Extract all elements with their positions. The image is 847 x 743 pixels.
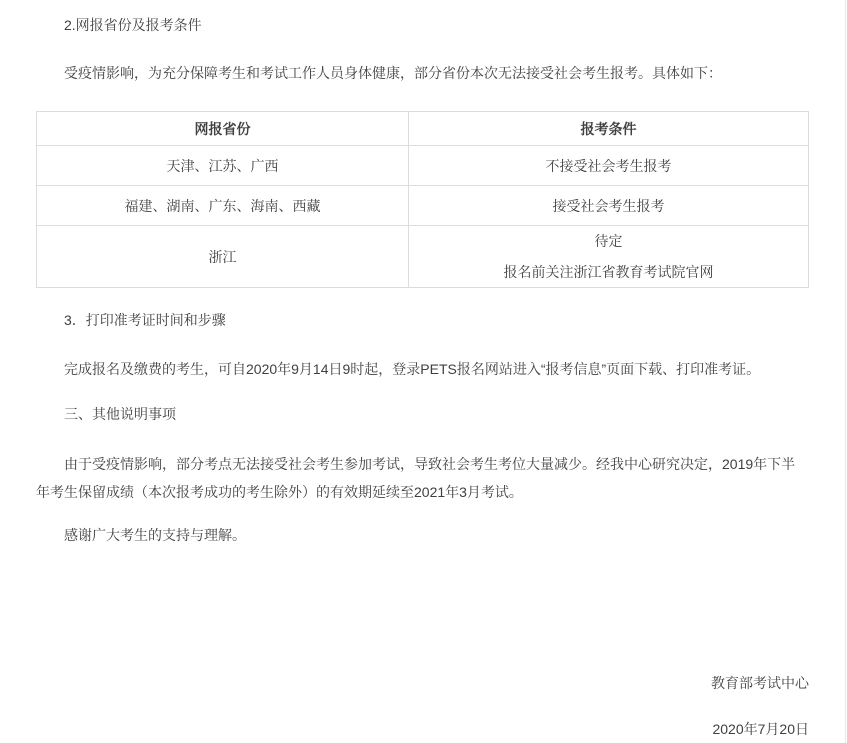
table-row bbox=[37, 226, 809, 288]
table-row bbox=[37, 186, 809, 226]
condition-status: 待定 bbox=[594, 233, 623, 249]
table-row bbox=[37, 146, 809, 186]
cell-condition-1: 不接受社会考生报考 bbox=[409, 146, 809, 186]
column-header-province: 网报省份 bbox=[37, 112, 409, 146]
column-header-condition: 报考条件 bbox=[409, 112, 809, 146]
signature-organization: 教育部考试中心 bbox=[711, 675, 809, 691]
signature-date: 2020年7月20日 bbox=[712, 721, 809, 737]
paragraph-epidemic-intro: 受疫情影响，为充分保障考生和考试工作人员身体健康，部分省份本次无法接受社会考生报考。具体如下： bbox=[64, 65, 722, 81]
cell-condition-2: 接受社会考生报考 bbox=[409, 186, 809, 226]
paragraph-score-retention: 由于受疫情影响，部分考点无法接受社会考生参加考试，导致社会考生考位大量减少。经我中心研究决定，2019年下半年考生保留成绩（本次报考成功的考生除外）的有效期延续至2021年3月考试。 bbox=[36, 456, 796, 500]
heading-other-notes: 三、其他说明事项 bbox=[64, 406, 176, 422]
cell-province-group-1: 天津、江苏、广西 bbox=[37, 146, 409, 186]
cell-province-group-3: 浙江 bbox=[37, 226, 409, 288]
paragraph-thanks: 感谢广大考生的支持与理解。 bbox=[64, 527, 246, 543]
heading-print-admission-ticket: 3．打印准考证时间和步骤 bbox=[64, 312, 226, 328]
cell-condition-3 bbox=[409, 226, 809, 288]
cell-province-group-2: 福建、湖南、广东、海南、西藏 bbox=[37, 186, 409, 226]
province-condition-table bbox=[36, 111, 809, 288]
table-header-row bbox=[37, 112, 809, 146]
paragraph-print-instructions: 完成报名及缴费的考生，可自2020年9月14日9时起，登录PETS报名网站进入“报考信息”页面下载、打印准考证。 bbox=[64, 361, 761, 377]
heading-provinces-conditions: 2.网报省份及报考条件 bbox=[64, 17, 202, 33]
condition-note: 报名前关注浙江省教育考试院官网 bbox=[503, 264, 714, 280]
